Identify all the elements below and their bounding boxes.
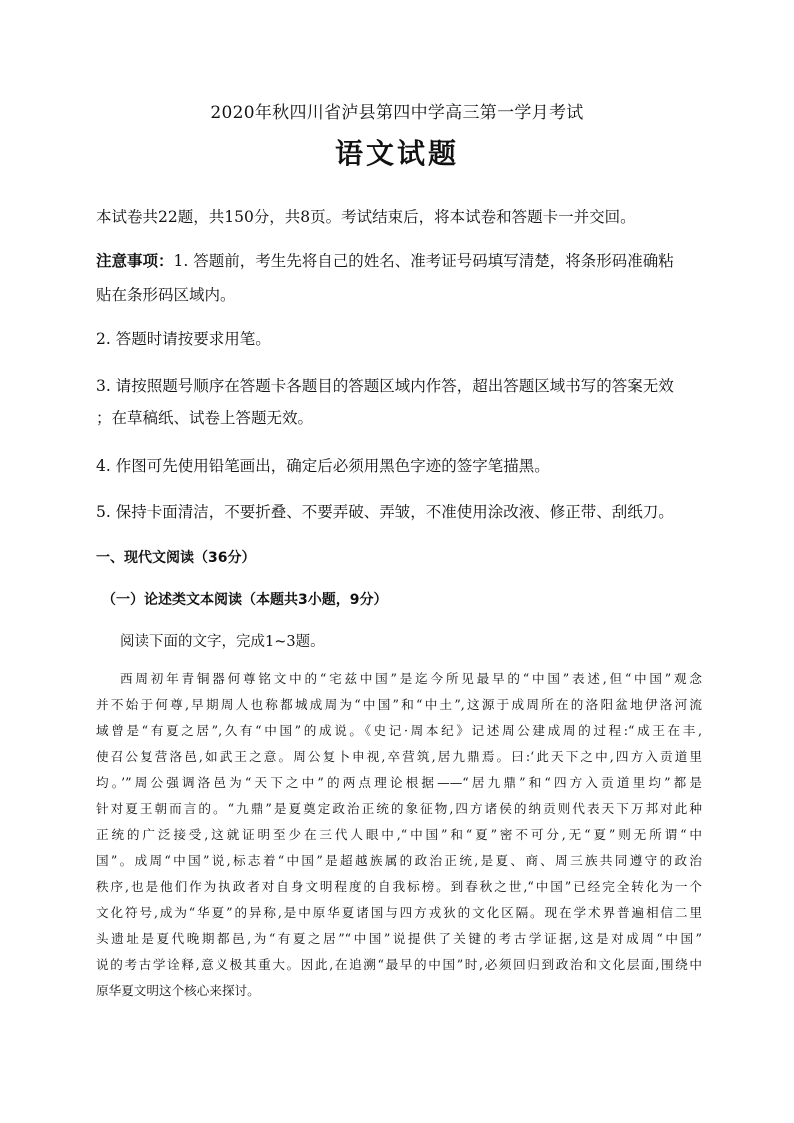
notes-item1-line2: 贴在条形码区域内。: [96, 286, 236, 304]
passage-line: 域曾是“有夏之居”,久有“中国”的成说。《史记·周本纪》记述周公建成周的过程:“成王在丰,: [96, 723, 702, 738]
reading-instruction: 阅读下面的文字，完成1~3题。: [120, 634, 325, 650]
passage-line: 秩序,也是他们作为执政者对自身文明程度的自我标榜。到春秋之世,“中国”已经完全转化为一个: [96, 879, 702, 894]
passage-line: 西周初年青铜器何尊铭文中的“宅兹中国”是迄今所见最早的“中国”表述,但“中国”观念: [120, 671, 702, 686]
reading-passage: [96, 666, 702, 1004]
passage-line: 文化符号,成为“华夏”的异称,是中原华夏诸国与四方戎狄的文化区隔。现在学术界普遍相信二里: [96, 905, 702, 920]
passage-line: 使召公复营洛邑,如武王之意。周公复卜申视,卒营筑,居九鼎焉。曰:‘此天下之中,四方入贡道里: [96, 749, 702, 764]
exam-title: 2020年秋四川省泸县第四中学高三第一学月考试: [210, 103, 584, 123]
passage-line: 正统的广泛接受,这就证明至少在三代人眼中,“中国”和“夏”密不可分,无“夏”则无所谓“中: [96, 827, 702, 842]
passage-line: 针对夏王朝而言的。“九鼎”是夏奠定政治正统的象征物,四方诸侯的纳贡则代表天下万邦对此种: [96, 801, 702, 816]
notes-item1-line1: [96, 249, 706, 271]
passage-line: 原华夏文明这个核心来探讨。: [96, 983, 260, 998]
passage-line: 国”。成周“中国”说,标志着“中国”是超越族属的政治正统,是夏、商、周三族共同遵守的政治: [96, 853, 702, 868]
notes-label: 注意事项：: [96, 252, 174, 270]
passage-line: 并不始于何尊,早期周人也称都城成周为“中国”和“中土”,这源于成周所在的洛阳盆地伊洛河流: [96, 697, 702, 712]
notes-item2: 2. 答题时请按要求用笔。: [96, 330, 271, 348]
subject-title: 语文试题: [334, 137, 459, 170]
section1-subheading: （一）论述类文本阅读（本题共3小题，9分）: [102, 592, 388, 608]
section1-heading: 一、现代文阅读（36分）: [96, 550, 256, 566]
passage-line: 头遗址是夏代晚期都邑,为“有夏之居”“中国”说提供了关键的考古学证据,这是对成周“中国”: [96, 931, 702, 946]
notes-item3-line1: 3. 请按照题号顺序在答题卡各题目的答题区域内作答，超出答题区域书写的答案无效: [96, 377, 674, 395]
notes-item4: 4. 作图可先使用铅笔画出，确定后必须用黑色字迹的签字笔描黑。: [96, 457, 550, 475]
notes-item1-text: 1. 答题前，考生先将自己的姓名、准考证号码填写清楚，将条形码准确粘: [173, 252, 674, 270]
exam-intro: 本试卷共22题，共150分，共8页。考试结束后，将本试卷和答题卡一并交回。: [96, 208, 636, 226]
notes-item3-line2: ；在草稿纸、试卷上答题无效。: [96, 409, 314, 427]
passage-line: 说的考古学诠释,意义极其重大。因此,在追溯“最早的中国”时,必须回归到政治和文化层面,围绕中: [96, 957, 702, 972]
passage-line: 均。’”周公强调洛邑为“天下之中”的两点理论根据——“居九鼎”和“四方入贡道里均”都是: [96, 775, 702, 790]
notes-item5: 5. 保持卡面清洁，不要折叠、不要弄破、弄皱，不准使用涂改液、修正带、刮纸刀。: [96, 503, 674, 521]
